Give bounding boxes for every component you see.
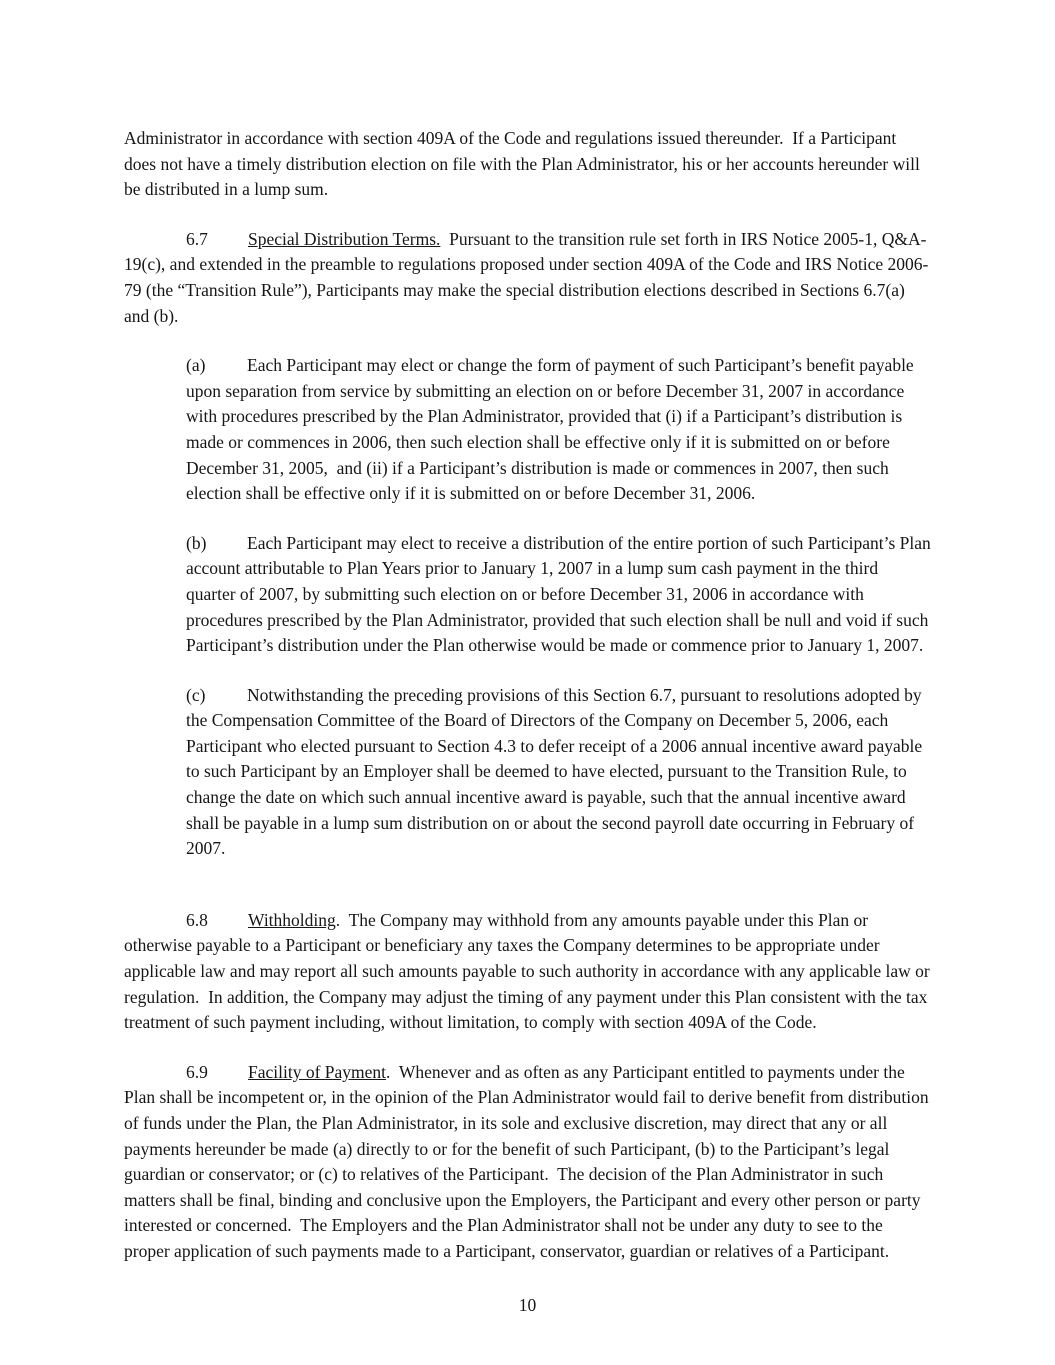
section-6-9-body: . Whenever and as often as any Participant entitled to payments under the Plan shall be incompetent or, in the opinion of the Plan Administrator would fail to derive benefit from distribution of funds under the Plan, the Plan Administrator, in its sole and exclusive discretion, may direct that any or all payments hereunder be made (a) directly to or for the benefit of such Participant, (b) to the Participant’s legal guardian or conservator; or (c) to relatives of the Participant. The decision of the Plan Administrator in such matters shall be final, binding and conclusive upon the Employers, the Participant and every other person or party interested or concerned. The Employers and the Plan Administrator shall not be under any duty to see to the proper application of such payments made to a Participant, conservator, guardian or relatives of a Participant. (124, 1061, 934, 1261)
subsection-6-7-a-text: Each Participant may elect or change the form of payment of such Participant’s benefit payable upon separation from service by submitting an election on or before December 31, 2007 in accordance with procedures prescribed by the Plan Administrator, provided that (i) if a Participant’s distribution is made or commences in 2006, then such election shall be effective only if it is submitted on or before December 31, 2005, and (ii) if a Participant’s distribution is made or commences in 2007, then such election shall be effective only if it is submitted on or before December 31, 2006. (186, 355, 919, 504)
intro-paragraph: Administrator in accordance with section 409A of the Code and regulations issued thereunder. If a Participant does not have a timely distribution election on file with the Plan Administrator, his or her accounts hereunder will be distributed in a lump sum. (124, 128, 925, 200)
section-6-9-paragraph (124, 1060, 934, 1265)
section-6-7-heading: Special Distribution Terms. (248, 228, 441, 249)
subsection-6-7-c (186, 683, 931, 862)
section-6-7-number: 6.7 (186, 228, 208, 249)
section-6-8-heading: Withholding (248, 909, 336, 930)
subsection-6-7-b-text: Each Participant may elect to receive a distribution of the entire portion of such Participant’s Plan account attributable to Plan Years prior to January 1, 2007 in a lump sum cash payment in the third quarter of 2007, by submitting such election on or before December 31, 2006 in accordance with procedures prescribed by the Plan Administrator, provided that such election shall be null and void if such Participant’s distribution under the Plan otherwise would be made or commence prior to January 1, 2007. (186, 532, 936, 656)
subsection-6-7-c-label: (c) (186, 684, 206, 705)
section-6-8-body: . The Company may withhold from any amounts payable under this Plan or otherwise payable to a Participant or beneficiary any taxes the Company determines to be appropriate under applicable law and may report all such amounts payable to such authority in accordance with any applicable law or regulation. In addition, the Company may adjust the timing of any payment under this Plan consistent with the tax treatment of such payment including, without limitation, to comply with section 409A of the Code. (124, 909, 935, 1033)
section-6-7-body: Pursuant to the transition rule set forth in IRS Notice 2005-1, Q&A-19(c), and extended in the preamble to regulations proposed under section 409A of the Code and IRS Notice 2006-79 (the “Transition Rule”), Participants may make the special distribution elections described in Sections 6.7(a) and (b). (124, 228, 929, 326)
subsection-6-7-b-label: (b) (186, 532, 207, 553)
page-number: 10 (518, 1295, 537, 1316)
section-6-9-heading: Facility of Payment (248, 1061, 387, 1082)
section-6-9-number: 6.9 (186, 1061, 208, 1082)
subsection-6-7-a (186, 353, 931, 507)
subsection-6-7-b (186, 531, 936, 659)
subsection-6-7-a-label: (a) (186, 355, 206, 376)
section-6-8-paragraph (124, 908, 935, 1036)
subsection-6-7-c-text: Notwithstanding the preceding provisions of this Section 6.7, pursuant to resolutions adopted by the Compensation Committee of the Board of Directors of the Company on December 5, 2006, each Participant who elected pursuant to Section 4.3 to defer receipt of a 2006 annual incentive award payable to such Participant by an Employer shall be deemed to have elected, pursuant to the Transition Rule, to change the date on which such annual incentive award is payable, such that the annual incentive award shall be payable in a lump sum distribution on or about the second payroll date occurring in February of 2007. (186, 684, 927, 859)
section-6-8-number: 6.8 (186, 909, 208, 930)
section-6-7-paragraph (124, 227, 931, 329)
